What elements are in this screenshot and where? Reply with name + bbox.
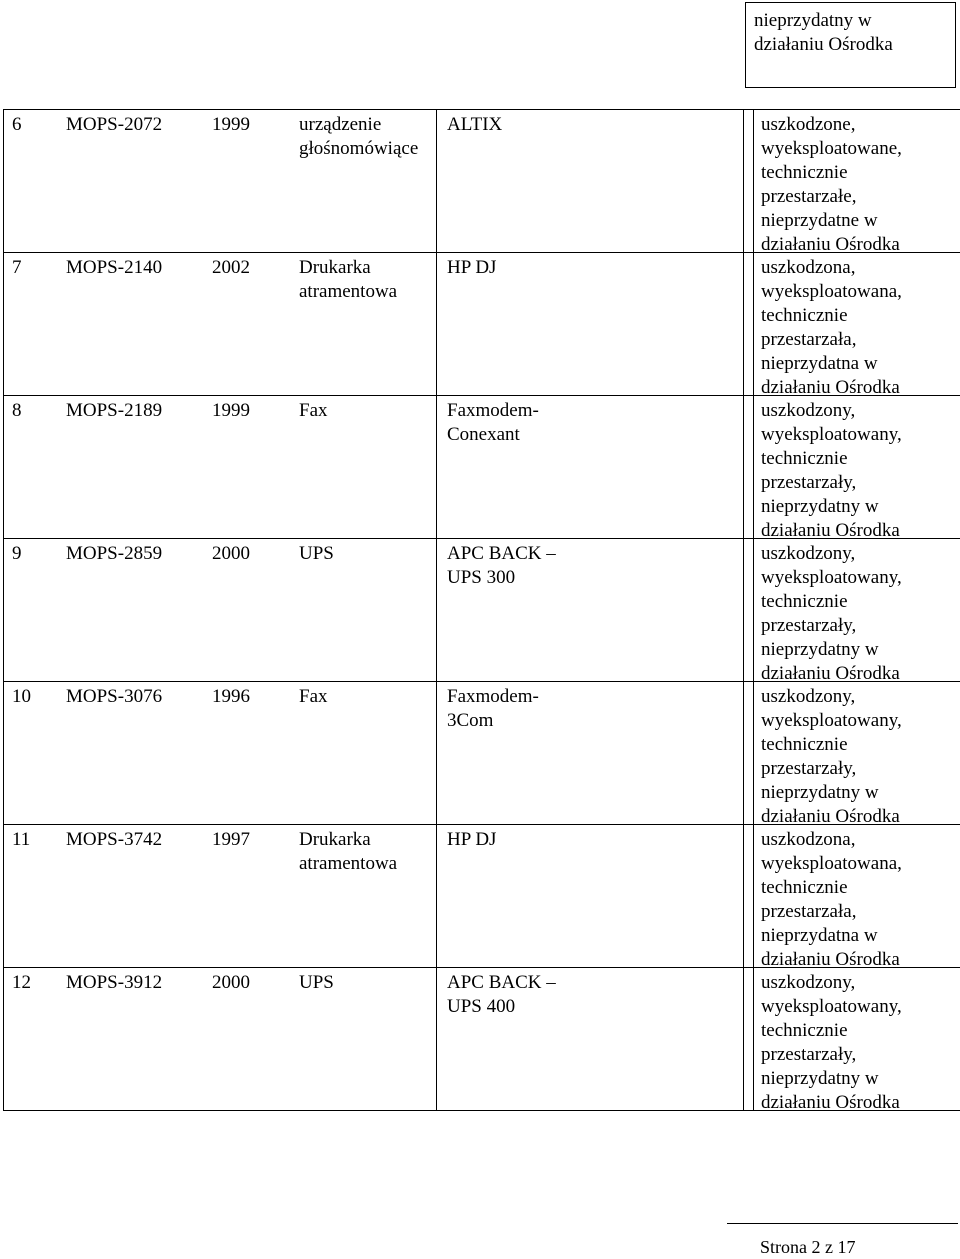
item-name: UPS	[299, 543, 334, 564]
row-number: 9	[12, 543, 22, 564]
item-status: uszkodzone, wyeksploatowane, technicznie przestarzałe, nieprzydatne w działaniu Ośrodka	[761, 114, 902, 255]
empty-cell	[744, 968, 754, 1111]
item-model: Faxmodem- 3Com	[447, 686, 539, 731]
purchase-year: 1996	[212, 686, 250, 707]
purchase-year: 2002	[212, 257, 250, 278]
inventory-code: MOPS-2072	[66, 114, 163, 135]
item-name: Fax	[299, 400, 328, 421]
item-status: uszkodzony, wyeksploatowany, technicznie przestarzały, nieprzydatny w działaniu Ośrodka	[761, 972, 902, 1113]
table-row	[4, 825, 960, 968]
item-model: APC BACK – UPS 400	[447, 972, 556, 1017]
table-row	[4, 110, 960, 253]
inventory-code: MOPS-3742	[66, 829, 163, 850]
row-number: 6	[12, 114, 22, 135]
row-number: 10	[12, 686, 31, 707]
item-cell	[4, 253, 437, 396]
table-row	[4, 682, 960, 825]
empty-cell	[744, 110, 754, 253]
item-cell	[4, 682, 437, 825]
model-cell	[437, 682, 744, 825]
item-name: UPS	[299, 972, 334, 993]
empty-cell	[744, 539, 754, 682]
model-cell	[437, 539, 744, 682]
status-cell	[754, 825, 960, 968]
status-cell	[754, 110, 960, 253]
inventory-code: MOPS-2140	[66, 257, 163, 278]
item-name: Drukarka atramentowa	[299, 829, 398, 874]
inventory-table	[3, 109, 960, 1111]
purchase-year: 2000	[212, 972, 250, 993]
item-status: uszkodzona, wyeksploatowana, technicznie przestarzała, nieprzydatna w działaniu Ośrodka	[761, 829, 902, 970]
inventory-code: MOPS-3076	[66, 686, 163, 707]
continuation-status-cell	[745, 2, 956, 88]
model-cell	[437, 825, 744, 968]
purchase-year: 1999	[212, 400, 250, 421]
purchase-year: 1999	[212, 114, 250, 135]
model-cell	[437, 110, 744, 253]
item-cell	[4, 110, 437, 253]
item-status: uszkodzony, wyeksploatowany, technicznie przestarzały, nieprzydatny w działaniu Ośrodka	[761, 543, 902, 684]
item-model: ALTIX	[447, 114, 503, 135]
item-cell	[4, 968, 437, 1111]
empty-cell	[744, 682, 754, 825]
item-model: HP DJ	[447, 257, 497, 278]
status-cell	[754, 682, 960, 825]
purchase-year: 2000	[212, 543, 250, 564]
item-cell	[4, 396, 437, 539]
continuation-status-text: nieprzydatny w działaniu Ośrodka	[754, 10, 893, 55]
item-status: uszkodzona, wyeksploatowana, technicznie przestarzała, nieprzydatna w działaniu Ośrodka	[761, 257, 902, 398]
row-number: 11	[12, 829, 31, 850]
inventory-code: MOPS-3912	[66, 972, 163, 993]
item-name: urządzenie głośnomówiące	[299, 114, 419, 159]
item-name: Fax	[299, 686, 328, 707]
item-model: APC BACK – UPS 300	[447, 543, 556, 588]
row-number: 7	[12, 257, 22, 278]
model-cell	[437, 396, 744, 539]
model-cell	[437, 968, 744, 1111]
status-cell	[754, 539, 960, 682]
item-cell	[4, 825, 437, 968]
status-cell	[754, 968, 960, 1111]
row-number: 12	[12, 972, 31, 993]
inventory-code: MOPS-2189	[66, 400, 163, 421]
empty-cell	[744, 396, 754, 539]
item-status: uszkodzony, wyeksploatowany, technicznie przestarzały, nieprzydatny w działaniu Ośrodka	[761, 686, 902, 827]
inventory-code: MOPS-2859	[66, 543, 163, 564]
model-cell	[437, 253, 744, 396]
table-row	[4, 396, 960, 539]
status-cell	[754, 253, 960, 396]
table-row	[4, 253, 960, 396]
item-cell	[4, 539, 437, 682]
page-number: Strona 2 z 17	[760, 1237, 856, 1257]
table-row	[4, 968, 960, 1111]
status-cell	[754, 396, 960, 539]
empty-cell	[744, 253, 754, 396]
table-row	[4, 539, 960, 682]
item-model: Faxmodem- Conexant	[447, 400, 539, 445]
purchase-year: 1997	[212, 829, 250, 850]
item-status: uszkodzony, wyeksploatowany, technicznie przestarzały, nieprzydatny w działaniu Ośrodka	[761, 400, 902, 541]
item-name: Drukarka atramentowa	[299, 257, 398, 302]
empty-cell	[744, 825, 754, 968]
footer-divider	[727, 1223, 958, 1224]
row-number: 8	[12, 400, 22, 421]
item-model: HP DJ	[447, 829, 497, 850]
